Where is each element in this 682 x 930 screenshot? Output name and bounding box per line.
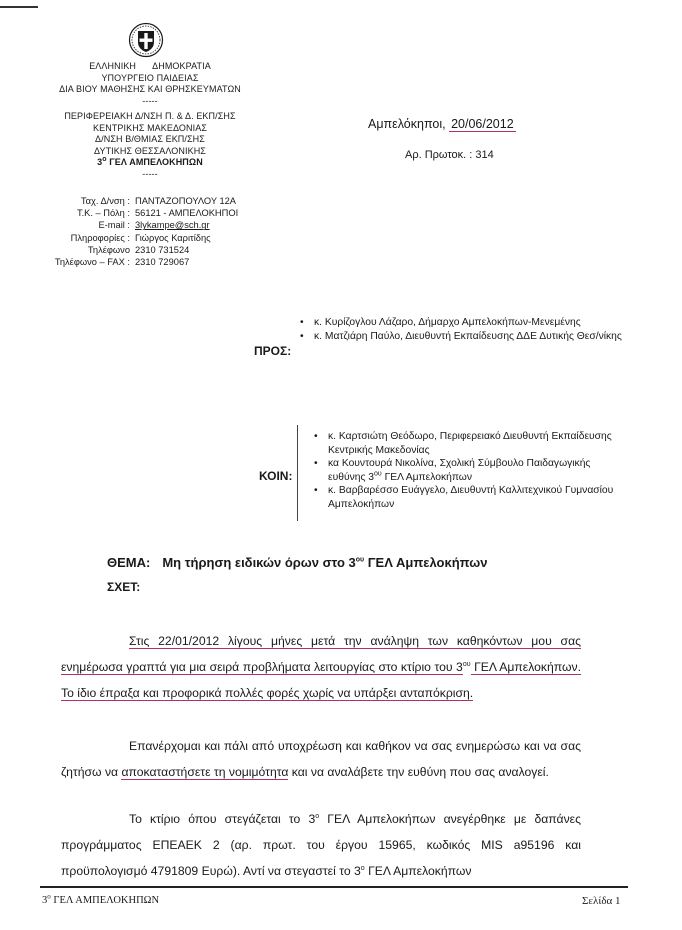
email-link[interactable]: 3lykampe@sch.gr bbox=[135, 220, 210, 231]
school-name: $3^o$ ΓΕΛ ΑΜΠΕΛΟΚΗΠΩΝ bbox=[97, 156, 203, 167]
contact-row: Ταχ. Δ/νση : ΠΑΝΤΑΖΟΠΟΥΛΟΥ 12Α bbox=[80, 196, 236, 206]
date-value: 20/06/2012 bbox=[451, 117, 514, 131]
date-line bbox=[368, 117, 516, 131]
header-line: ----- bbox=[142, 168, 158, 179]
cc-item: • κ. Βαρβαρέσσο Ευάγγελο, Διευθυντή Καλλιτεχνικού Γυμνασίου Αμπελοκήπων bbox=[310, 484, 630, 511]
header-line: Δ/ΝΣΗ Β/ΘΜΙΑΣ ΕΚΠ/ΣΗΣ bbox=[95, 134, 205, 144]
body-paragraph: Το κτίριο όπου στεγάζεται το $3^o$ ΓΕΛ Αμπελοκήπων ανεγέρθηκε με δαπάνες προγράμματος ΕΠΕΑΕΚ 2 (αρ. πρωτ. του έργου 15965, κωδικός MIS a95196 και προϋπολογισμό 4791809 Ευρώ). Αντί να στεγαστεί το $3^o$ ΓΕΛ Αμπελοκήπων bbox=[61, 812, 581, 879]
header-line: ΕΛΛΗΝΙΚΗ ΔΗΜΟΚΡΑΤΙΑ bbox=[89, 61, 211, 71]
header-line: ΔΥΤΙΚΗΣ ΘΕΣΣΑΛΟΝΙΚΗΣ bbox=[94, 145, 206, 156]
reference-label: ΣΧΕΤ: bbox=[107, 580, 141, 594]
date-place: Αμπελόκηποι, bbox=[368, 117, 446, 131]
recipient-item: • κ. Ματζιάρη Παύλο, Διευθυντή Εκπαίδευσης ΔΔΕ Δυτικής Θεσ/νίκης bbox=[296, 330, 626, 344]
body-paragraph: Στις 22/01/2012 λίγους μήνες μετά την ανάληψη των καθηκόντων μου σας ενημέρωσα γραπτά για μια σειρά προβλήματα λειτουργίας στο κτίριο του $3^{o\upsilon}$ ΓΕΛ Αμπελοκήπων. Το ίδιο έπραξα και προφορικά πολλές φορές χωρίς να υπάρξει ανταπόκριση. bbox=[61, 634, 581, 701]
footer-rule bbox=[40, 886, 628, 888]
recipient-item: • κ. Κυρίζογλου Λάζαρο, Δήμαρχο Αμπελοκήπων-Μενεμένης bbox=[296, 316, 626, 330]
scan-corner-mark bbox=[0, 6, 38, 8]
header-line: ΔΙΑ ΒΙΟΥ ΜΑΘΗΣΗΣ ΚΑΙ ΘΡΗΣΚΕΥΜΑΤΩΝ bbox=[59, 84, 241, 94]
body-paragraph: Επανέρχομαι και πάλι από υποχρέωση και καθήκον να σας ενημερώσω και να σας ζητήσω να αποκαταστήσετε τη νομιμότητα και να αναλάβετε την ευθύνη που σας αναλογεί. bbox=[61, 739, 581, 780]
contact-row: Τηλέφωνο 2310 731524 bbox=[87, 244, 190, 255]
footer-school: $3^o$ ΓΕΛ ΑΜΠΕΛΟΚΗΠΩΝ bbox=[42, 892, 160, 906]
greek-coat-of-arms-icon bbox=[128, 22, 164, 58]
cc-item: • κα Κουντουρά Νικολίνα, Σχολική Σύμβουλο Παιδαγωγικής ευθύνης $3^{o\upsilon}$ ΓΕΛ Αμπελοκήπων bbox=[310, 457, 630, 484]
cc-item: • κ. Καρτσιώτη Θεόδωρο, Περιφερειακό Διευθυντή Εκπαίδευσης Κεντρικής Μακεδονίας bbox=[310, 430, 630, 457]
letterhead bbox=[30, 61, 270, 180]
header-line: ΚΕΝΤΡΙΚΗΣ ΜΑΚΕΔΟΝΙΑΣ bbox=[93, 122, 207, 133]
contact-row: Τηλέφωνο – FAX : 2310 729067 bbox=[54, 257, 190, 268]
contact-row: E-mail : 3lykampe@sch.gr bbox=[98, 220, 210, 231]
subject-label: ΘΕΜΑ: bbox=[107, 555, 151, 570]
koin-label: ΚΟΙΝ: bbox=[259, 469, 293, 483]
contact-block bbox=[40, 195, 238, 268]
header-line: ΥΠΟΥΡΓΕΙΟ ΠΑΙΔΕΙΑΣ bbox=[101, 72, 199, 83]
subject-text: Μη τήρηση ειδικών όρων στο $3^{o\upsilon}$ ΓΕΛ Αμπελοκήπων bbox=[162, 555, 488, 570]
page-number: Σελίδα 1 bbox=[582, 895, 621, 907]
recipients-list bbox=[296, 316, 626, 343]
header-line: ΠΕΡΙΦΕΡΕΙΑΚΗ Δ/ΝΣΗ Π. & Δ. ΕΚΠ/ΣΗΣ bbox=[64, 111, 236, 121]
subject-line bbox=[107, 555, 487, 570]
contact-row: Τ.Κ. – Πόλη : 56121 - ΑΜΠΕΛΟΚΗΠΟΙ bbox=[76, 208, 239, 219]
protocol-number: Αρ. Πρωτοκ. : 314 bbox=[405, 149, 494, 161]
pros-label: ΠΡΟΣ: bbox=[254, 344, 292, 358]
cc-list bbox=[310, 430, 630, 512]
contact-row: Πληροφορίες : Γιώργος Καριτίδης bbox=[70, 232, 211, 243]
cc-bracket bbox=[297, 425, 310, 521]
header-line: ----- bbox=[142, 95, 158, 106]
